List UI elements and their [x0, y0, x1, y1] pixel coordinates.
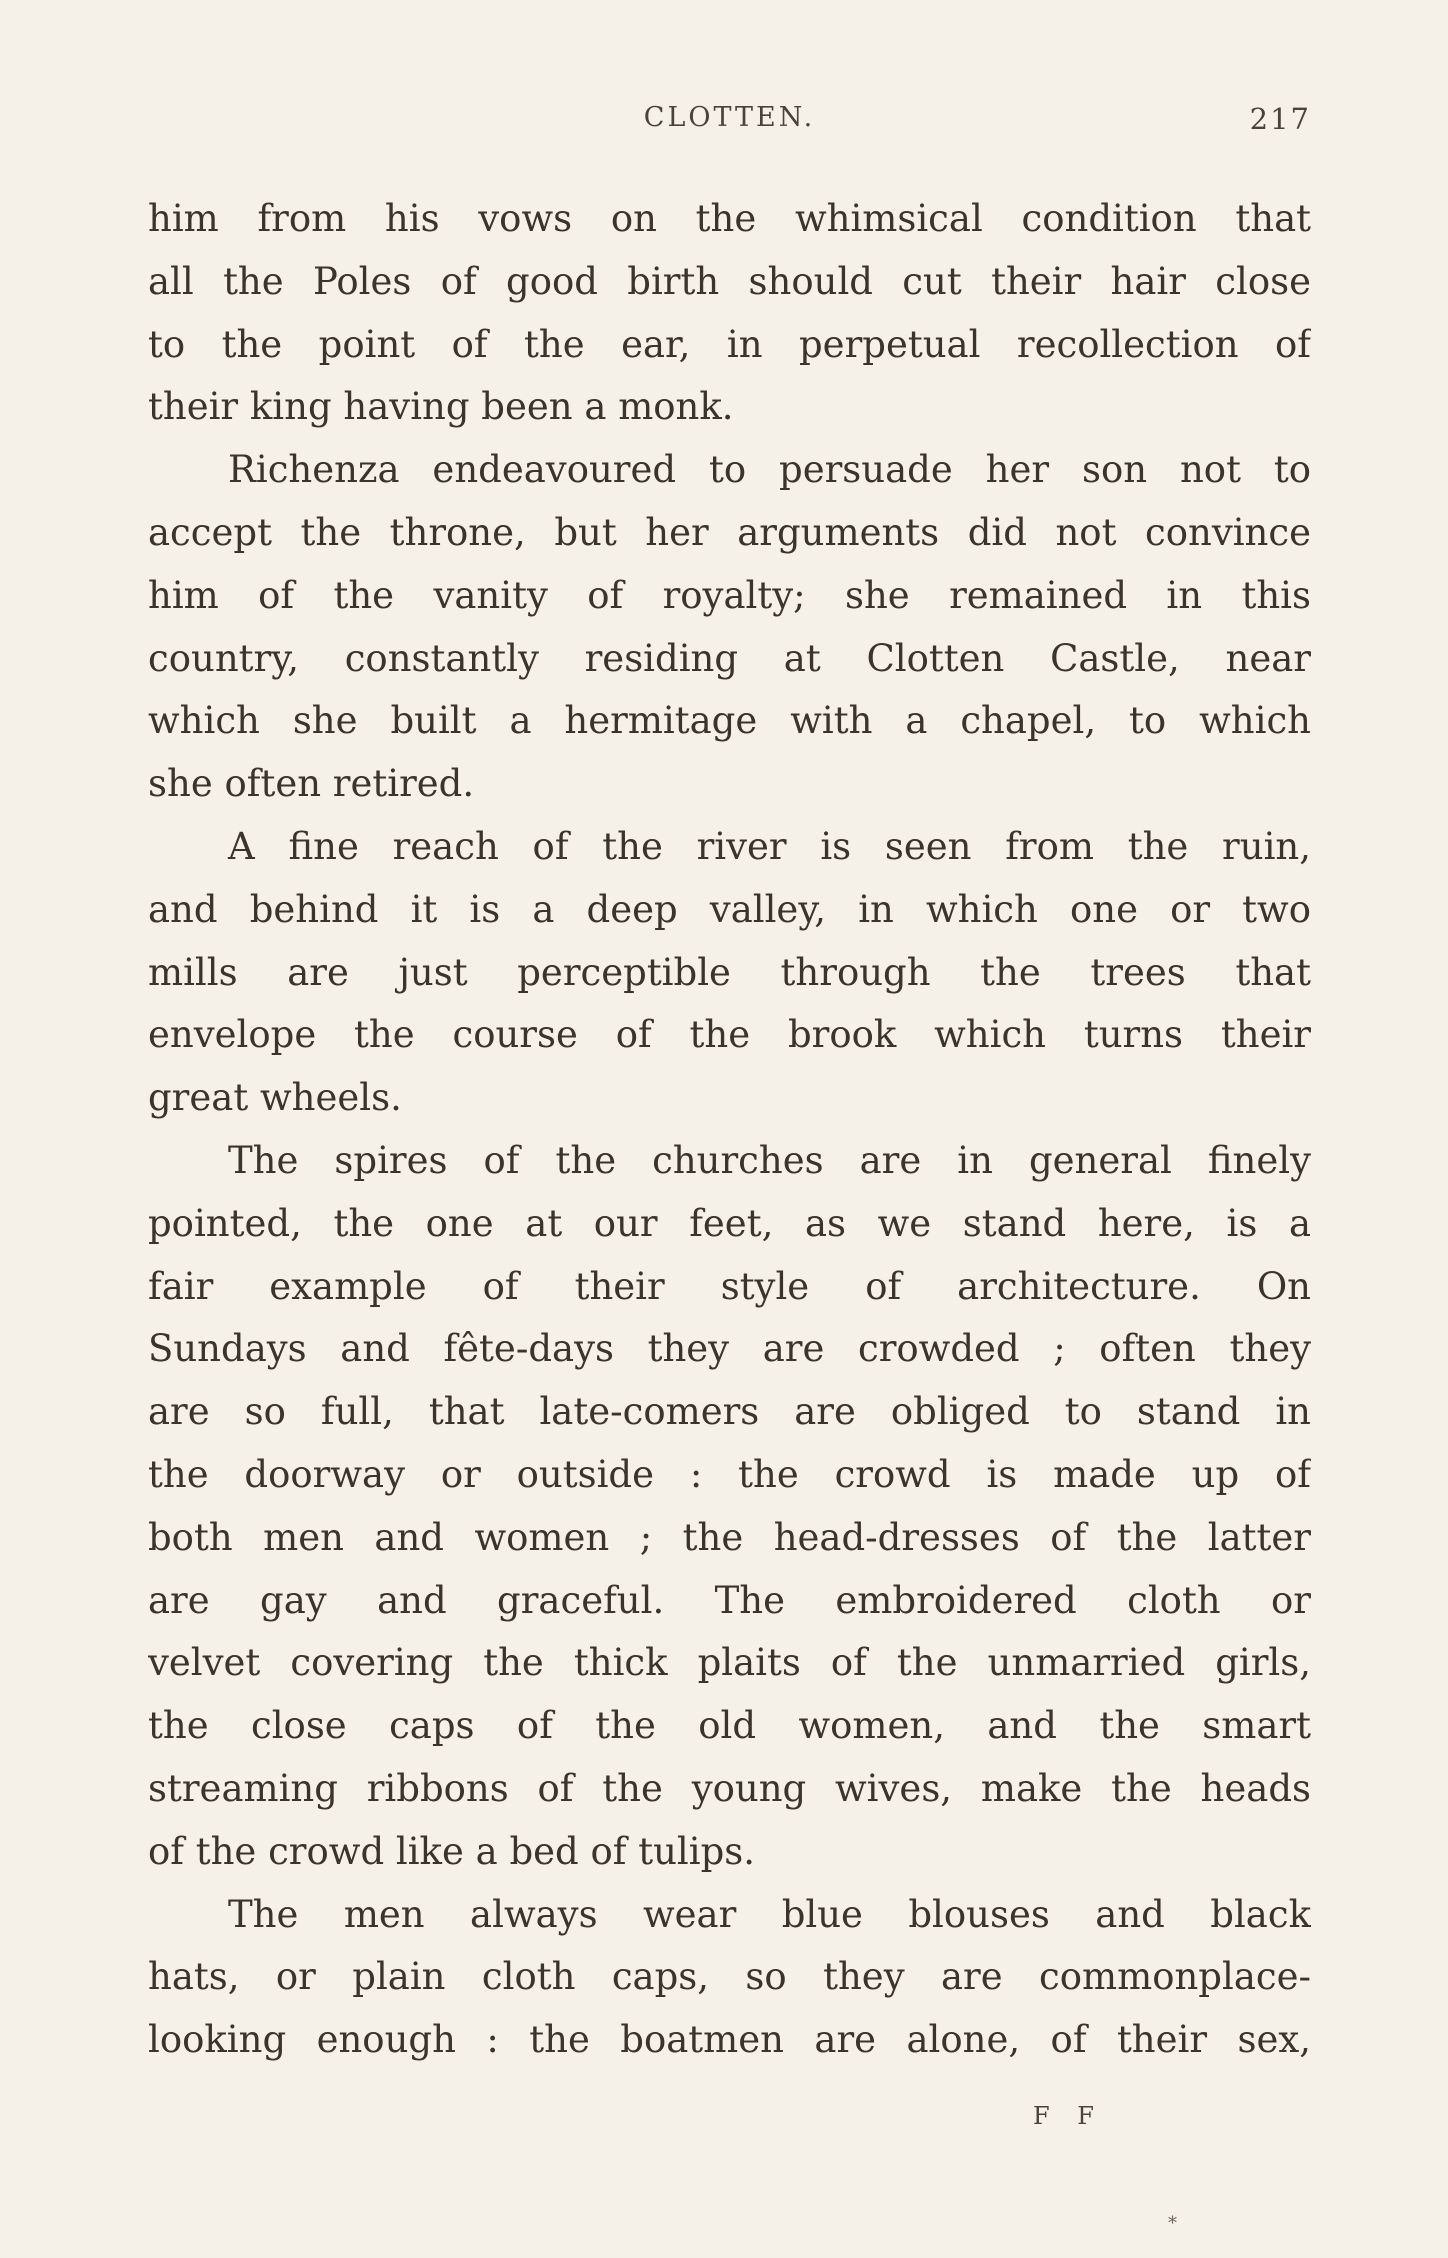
text-line: which she built a hermitage with a chapel, to which: [148, 699, 1311, 743]
text-line: all the Poles of good birth should cut their hair close: [148, 259, 1311, 303]
text-line: the doorway or outside : the crowd is made up of: [148, 1452, 1311, 1496]
text-line: streaming ribbons of the young wives, make the heads: [148, 1766, 1311, 1810]
text-line: to the point of the ear, in perpetual recollection of: [148, 322, 1311, 366]
text-line: fair example of their style of architecture. On: [148, 1264, 1311, 1308]
text-line: and behind it is a deep valley, in which one or two: [148, 887, 1311, 931]
text-line: Sundays and fête-days they are crowded ; often they: [148, 1327, 1311, 1371]
paragraph-start-line: A fine reach of the river is seen from the ruin,: [228, 824, 1311, 868]
running-head: [148, 102, 1311, 142]
running-title: CLOTTEN.: [643, 102, 816, 133]
text-line: looking enough : the boatmen are alone, of their sex,: [148, 2018, 1311, 2062]
paragraph-start-line: Richenza endeavoured to persuade her son not to: [228, 448, 1311, 492]
text-line: are so full, that late-comers are obliged to stand in: [148, 1390, 1311, 1434]
body-text: [148, 188, 1311, 2072]
text-line: both men and women ; the head-dresses of the latter: [148, 1515, 1311, 1559]
printer-mark: *: [1168, 2213, 1177, 2234]
text-line: are gay and graceful. The embroidered cloth or: [148, 1578, 1311, 1622]
signature-mark: F F: [1033, 2102, 1104, 2130]
text-line: of the crowd like a bed of tulips.: [148, 1829, 756, 1873]
text-line: their king having been a monk.: [148, 385, 734, 429]
text-line: him of the vanity of royalty; she remained in this: [148, 573, 1311, 617]
text-line: country, constantly residing at Clotten Castle, near: [148, 636, 1311, 680]
paragraph-start-line: The men always wear blue blouses and black: [228, 1892, 1311, 1936]
text-line: she often retired.: [148, 762, 475, 806]
text-line: the close caps of the old women, and the smart: [148, 1704, 1311, 1748]
text-line: envelope the course of the brook which turns their: [148, 1013, 1311, 1057]
text-line: velvet covering the thick plaits of the unmarried girls,: [148, 1641, 1311, 1685]
text-line: him from his vows on the whimsical condition that: [148, 197, 1311, 240]
text-line: great wheels.: [148, 1076, 402, 1120]
text-line: mills are just perceptible through the trees that: [148, 950, 1311, 994]
text-line: accept the throne, but her arguments did not convince: [148, 510, 1311, 554]
page-number: 217: [1249, 102, 1311, 136]
text-line: pointed, the one at our feet, as we stand here, is a: [148, 1201, 1311, 1245]
text-line: hats, or plain cloth caps, so they are commonplace-: [148, 1955, 1311, 1999]
paragraph-start-line: The spires of the churches are in general finely: [228, 1138, 1311, 1182]
